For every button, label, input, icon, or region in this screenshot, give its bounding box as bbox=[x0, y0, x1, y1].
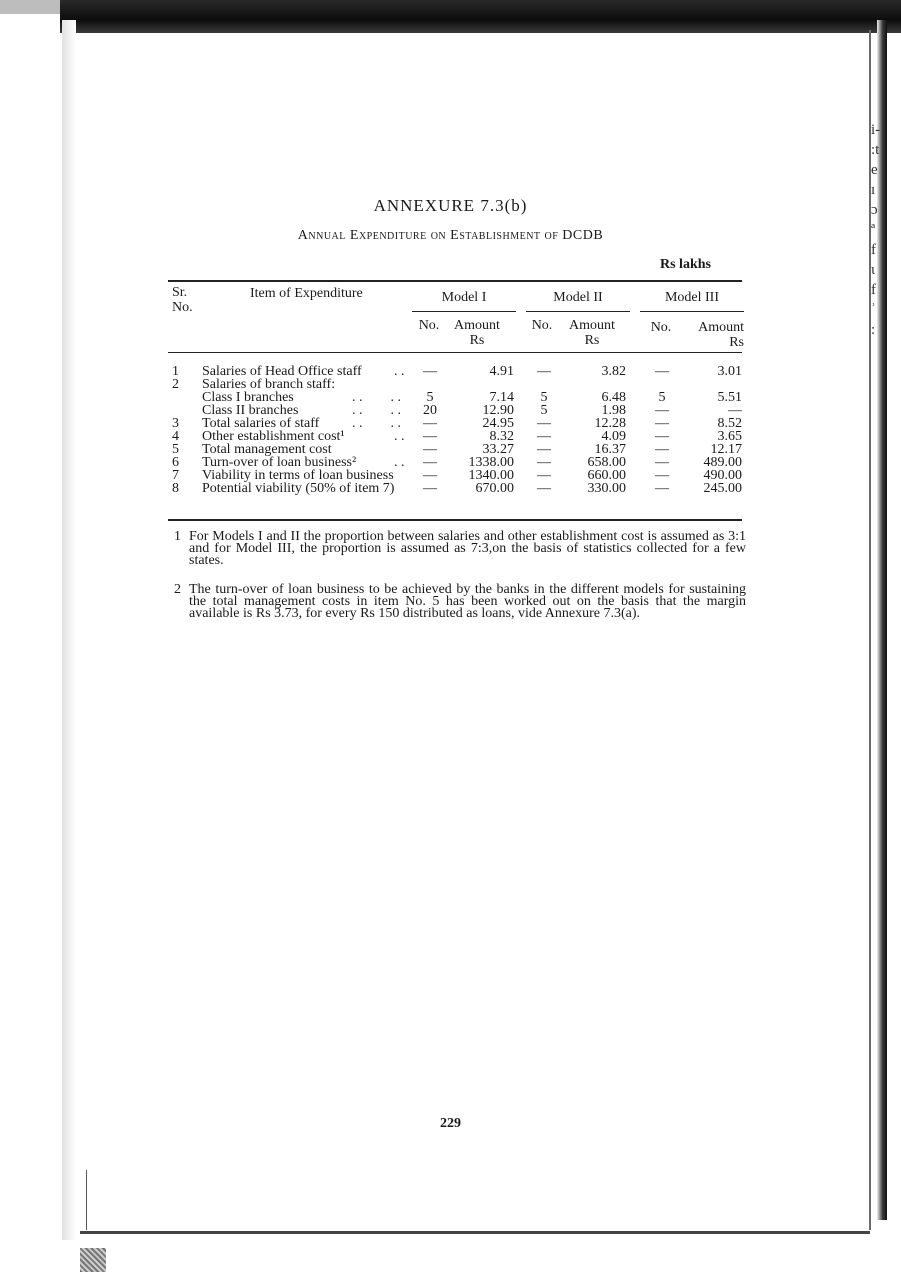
row-model-ii-amount: 1.98 bbox=[601, 403, 626, 418]
scan-border-bottom bbox=[80, 1231, 870, 1234]
row-model-i-amount: 12.90 bbox=[482, 403, 514, 418]
unit-label: Rs lakhs bbox=[660, 257, 711, 272]
row-model-ii-amount: 12.28 bbox=[594, 416, 626, 431]
row-model-i-amount: 33.27 bbox=[482, 442, 514, 457]
margin-glyph: ı bbox=[871, 182, 876, 198]
margin-glyph: : bbox=[871, 322, 876, 338]
header-amount-model-iii bbox=[682, 320, 744, 350]
row-item: Total management cost bbox=[202, 442, 332, 457]
header-amount-unit: Rs bbox=[584, 333, 600, 348]
row-model-iii-amount: 8.52 bbox=[717, 416, 742, 431]
row-model-ii-amount: 16.37 bbox=[594, 442, 626, 457]
row-model-i-amount: 1340.00 bbox=[468, 468, 514, 483]
table-row bbox=[172, 482, 752, 495]
row-leader-dots: . . . . bbox=[352, 390, 401, 405]
row-item: Salaries of Head Office staff bbox=[202, 364, 362, 379]
row-item: Class II branches bbox=[202, 403, 299, 418]
row-model-iii-amount: 12.17 bbox=[710, 442, 742, 457]
footnote-text: For Models I and II the proportion between salaries and other establishment cost is assumed as 3:1 and for Model III, the proportion is assumed as 7:3,on the basis of statistics collected for a few states. bbox=[189, 529, 746, 568]
row-model-i-no: — bbox=[423, 442, 437, 457]
footnote-number: 2 bbox=[174, 582, 181, 597]
row-model-iii-no: — bbox=[655, 416, 669, 431]
row-model-i-no: — bbox=[423, 416, 437, 431]
row-sr: 6 bbox=[172, 455, 179, 470]
row-model-i-amount: 8.32 bbox=[489, 429, 514, 444]
row-model-iii-no: — bbox=[655, 403, 669, 418]
margin-glyph: ª bbox=[871, 222, 876, 238]
row-model-ii-amount: 658.00 bbox=[587, 455, 626, 470]
row-sr: 2 bbox=[172, 377, 179, 392]
footnote-number: 1 bbox=[174, 529, 181, 544]
row-model-ii-no: — bbox=[537, 481, 551, 496]
row-model-iii-amount: 5.51 bbox=[717, 390, 742, 405]
row-leader-dots: . . . . bbox=[352, 403, 401, 418]
header-amount-unit: Rs bbox=[729, 335, 744, 350]
table-top-rule bbox=[168, 280, 742, 282]
row-leader-dots: . . bbox=[394, 364, 405, 379]
header-no-model-iii: No. bbox=[650, 320, 672, 335]
row-model-iii-no: — bbox=[655, 364, 669, 379]
row-item: Potential viability (50% of item 7) bbox=[202, 481, 395, 496]
row-model-ii-amount: 4.09 bbox=[601, 429, 626, 444]
row-sr: 7 bbox=[172, 468, 179, 483]
row-model-i-no: 5 bbox=[426, 390, 434, 405]
row-model-ii-no: — bbox=[537, 455, 551, 470]
header-amount-unit: Rs bbox=[469, 333, 485, 348]
table-bottom-rule bbox=[168, 519, 742, 521]
header-amount-label: Amount bbox=[454, 318, 500, 333]
row-item: Other establishment cost¹ bbox=[202, 429, 345, 444]
row-model-ii-no: 5 bbox=[540, 403, 548, 418]
header-sr-no: Sr. No. bbox=[172, 285, 193, 315]
margin-glyph: ʾ bbox=[871, 302, 876, 318]
row-model-iii-amount: — bbox=[728, 403, 742, 418]
header-bottom-rule bbox=[168, 352, 742, 353]
row-item: Total salaries of staff bbox=[202, 416, 320, 431]
row-item: Viability in terms of loan business bbox=[202, 468, 394, 483]
row-sr: 1 bbox=[172, 364, 179, 379]
row-model-i-amount: 24.95 bbox=[482, 416, 514, 431]
header-amount-label: Amount bbox=[569, 318, 615, 333]
row-model-iii-amount: 3.65 bbox=[717, 429, 742, 444]
row-model-ii-no: — bbox=[537, 364, 551, 379]
header-no-model-ii: No. bbox=[531, 318, 553, 333]
row-model-iii-no: — bbox=[655, 481, 669, 496]
margin-glyph: i- bbox=[871, 122, 881, 138]
row-model-ii-amount: 6.48 bbox=[601, 390, 626, 405]
header-model-iii: Model III bbox=[664, 290, 720, 305]
header-amount-label: Amount bbox=[698, 320, 744, 335]
row-model-ii-no: — bbox=[537, 429, 551, 444]
margin-glyph: ι bbox=[871, 262, 876, 278]
row-sr: 3 bbox=[172, 416, 179, 431]
row-model-iii-no: — bbox=[655, 468, 669, 483]
margin-glyph: f bbox=[871, 242, 876, 258]
row-sr: 4 bbox=[172, 429, 179, 444]
footnote-2 bbox=[174, 584, 746, 620]
row-model-iii-amount: 245.00 bbox=[703, 481, 742, 496]
row-model-ii-no: — bbox=[537, 468, 551, 483]
row-model-i-no: 20 bbox=[423, 403, 437, 418]
row-item: Class I branches bbox=[202, 390, 294, 405]
scan-border-left-line bbox=[86, 1170, 87, 1230]
header-item-of-expenditure: Item of Expenditure bbox=[250, 286, 363, 301]
margin-glyph: :t bbox=[871, 142, 880, 158]
row-leader-dots: . . . . bbox=[352, 416, 401, 431]
row-model-ii-amount: 660.00 bbox=[587, 468, 626, 483]
row-model-i-no: — bbox=[423, 364, 437, 379]
margin-glyph: e bbox=[871, 162, 878, 178]
row-model-i-amount: 7.14 bbox=[489, 390, 514, 405]
row-sr: 8 bbox=[172, 481, 179, 496]
row-model-i-amount: 4.91 bbox=[489, 364, 514, 379]
row-model-ii-amount: 3.82 bbox=[601, 364, 626, 379]
row-model-ii-no: 5 bbox=[540, 390, 548, 405]
row-model-i-no: — bbox=[423, 481, 437, 496]
model-iii-rule bbox=[640, 311, 744, 312]
row-model-iii-no: — bbox=[655, 442, 669, 457]
header-model-i: Model I bbox=[441, 290, 487, 305]
row-model-i-amount: 1338.00 bbox=[468, 455, 514, 470]
margin-glyph: f bbox=[871, 282, 876, 298]
row-model-i-no: — bbox=[423, 468, 437, 483]
table-subtitle: Annual Expenditure on Establishment of DCDB bbox=[297, 228, 604, 243]
row-model-ii-no: — bbox=[537, 442, 551, 457]
scan-corner-mark bbox=[80, 1248, 106, 1272]
row-model-ii-amount: 330.00 bbox=[587, 481, 626, 496]
row-model-iii-amount: 490.00 bbox=[703, 468, 742, 483]
header-no-model-i: No. bbox=[418, 318, 440, 333]
header-amount-model-i bbox=[446, 318, 508, 348]
row-item: Turn-over of loan business² bbox=[202, 455, 357, 470]
scan-border-top bbox=[60, 0, 901, 33]
model-ii-rule bbox=[526, 311, 630, 312]
row-model-iii-no: — bbox=[655, 429, 669, 444]
row-model-iii-amount: 489.00 bbox=[703, 455, 742, 470]
row-model-iii-no: 5 bbox=[658, 390, 666, 405]
row-item: Salaries of branch staff: bbox=[202, 377, 336, 392]
row-model-iii-no: — bbox=[655, 455, 669, 470]
model-i-rule bbox=[412, 311, 516, 312]
row-leader-dots: . . bbox=[394, 455, 405, 470]
row-sr: 5 bbox=[172, 442, 179, 457]
row-model-i-no: — bbox=[423, 455, 437, 470]
row-model-i-amount: 670.00 bbox=[475, 481, 514, 496]
row-leader-dots: . . bbox=[394, 429, 405, 444]
header-model-ii: Model II bbox=[553, 290, 603, 305]
row-model-iii-amount: 3.01 bbox=[717, 364, 742, 379]
annexure-title: ANNEXURE 7.3(b) bbox=[373, 196, 528, 215]
row-model-i-no: — bbox=[423, 429, 437, 444]
header-amount-model-ii bbox=[560, 318, 624, 348]
footnote-1 bbox=[174, 531, 746, 567]
margin-glyph: ɔ bbox=[871, 202, 878, 218]
footnote-text: The turn-over of loan business to be achieved by the banks in the different models for sustaining the total management costs in item No. 5 has been worked out on the basis that the margin available is Rs 3.73, for every Rs 150 distributed as loans, vide Annexure 7.3(a). bbox=[189, 582, 746, 621]
page-number: 229 bbox=[440, 1116, 461, 1131]
row-model-ii-no: — bbox=[537, 416, 551, 431]
